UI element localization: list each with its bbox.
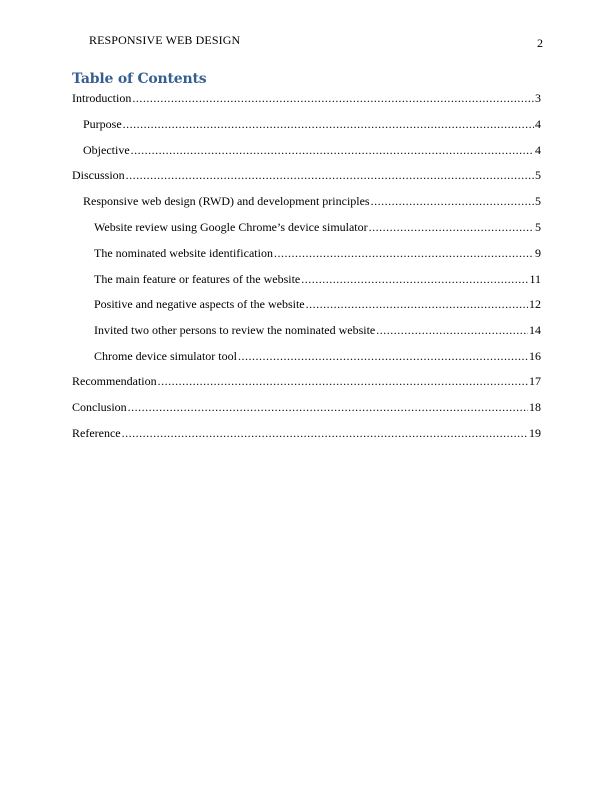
toc-entry-text: Invited two other persons to review the nominated website xyxy=(94,323,376,337)
toc-leader xyxy=(122,426,528,440)
toc-leader xyxy=(158,374,528,388)
toc-entry-text: Conclusion xyxy=(72,400,127,414)
page-number: 2 xyxy=(537,36,543,50)
toc-entry-page: 5 xyxy=(535,220,541,234)
toc-entry-text: Objective xyxy=(83,143,130,157)
toc-entry-purpose[interactable] xyxy=(83,117,541,131)
toc-entry-page: 5 xyxy=(535,168,541,182)
toc-entry-recommendation[interactable] xyxy=(72,374,541,388)
toc-leader xyxy=(132,91,534,105)
toc-entry-rwd-principles[interactable] xyxy=(83,194,541,208)
toc-entry-page: 9 xyxy=(535,246,541,260)
toc-entry-text: Discussion xyxy=(72,168,125,182)
toc-entry-text: Responsive web design (RWD) and development principles xyxy=(83,194,370,208)
toc-entry-page: 4 xyxy=(535,143,541,157)
toc-entry-text: The nominated website identification xyxy=(94,246,273,260)
toc-entry-page: 11 xyxy=(529,272,541,286)
toc-entry-website-identification[interactable] xyxy=(94,246,541,260)
toc-entry-introduction[interactable] xyxy=(72,91,541,105)
toc-leader xyxy=(369,220,534,234)
toc-entry-discussion[interactable] xyxy=(72,168,541,182)
toc-entry-page: 14 xyxy=(529,323,541,337)
toc-entry-text: Website review using Google Chrome’s device simulator xyxy=(94,220,368,234)
toc-entry-text: Recommendation xyxy=(72,374,157,388)
toc-entry-conclusion[interactable] xyxy=(72,400,541,414)
toc-entry-invited-reviewers[interactable] xyxy=(94,323,541,337)
toc-entry-text: Introduction xyxy=(72,91,132,105)
toc-title: Table of Contents xyxy=(72,71,207,87)
toc-entry-main-features[interactable] xyxy=(94,272,541,286)
toc-leader xyxy=(126,168,534,182)
toc-entry-objective[interactable] xyxy=(83,143,541,157)
toc-entry-page: 18 xyxy=(529,400,541,414)
running-head: RESPONSIVE WEB DESIGN xyxy=(89,33,241,47)
toc-leader xyxy=(131,143,534,157)
toc-entry-page: 19 xyxy=(529,426,541,440)
toc-leader xyxy=(128,400,528,414)
toc-entry-page: 12 xyxy=(529,297,541,311)
table-of-contents xyxy=(72,0,541,792)
toc-entry-page: 5 xyxy=(535,194,541,208)
toc-leader xyxy=(123,117,534,131)
toc-entry-text: Chrome device simulator tool xyxy=(94,349,237,363)
toc-entry-website-review[interactable] xyxy=(94,220,541,234)
toc-entry-reference[interactable] xyxy=(72,426,541,440)
toc-leader xyxy=(371,194,534,208)
toc-entry-text: Positive and negative aspects of the website xyxy=(94,297,305,311)
toc-entry-text: The main feature or features of the website xyxy=(94,272,301,286)
toc-entry-text: Purpose xyxy=(83,117,122,131)
toc-leader xyxy=(301,272,528,286)
toc-entry-page: 3 xyxy=(535,91,541,105)
toc-leader xyxy=(238,349,528,363)
toc-entry-simulator-tool[interactable] xyxy=(94,349,541,363)
toc-entry-text: Reference xyxy=(72,426,121,440)
toc-leader xyxy=(306,297,528,311)
toc-leader xyxy=(274,246,534,260)
toc-entry-page: 17 xyxy=(529,374,541,388)
toc-leader xyxy=(376,323,528,337)
toc-entry-page: 16 xyxy=(529,349,541,363)
toc-entry-page: 4 xyxy=(535,117,541,131)
toc-entry-positive-negative[interactable] xyxy=(94,297,541,311)
